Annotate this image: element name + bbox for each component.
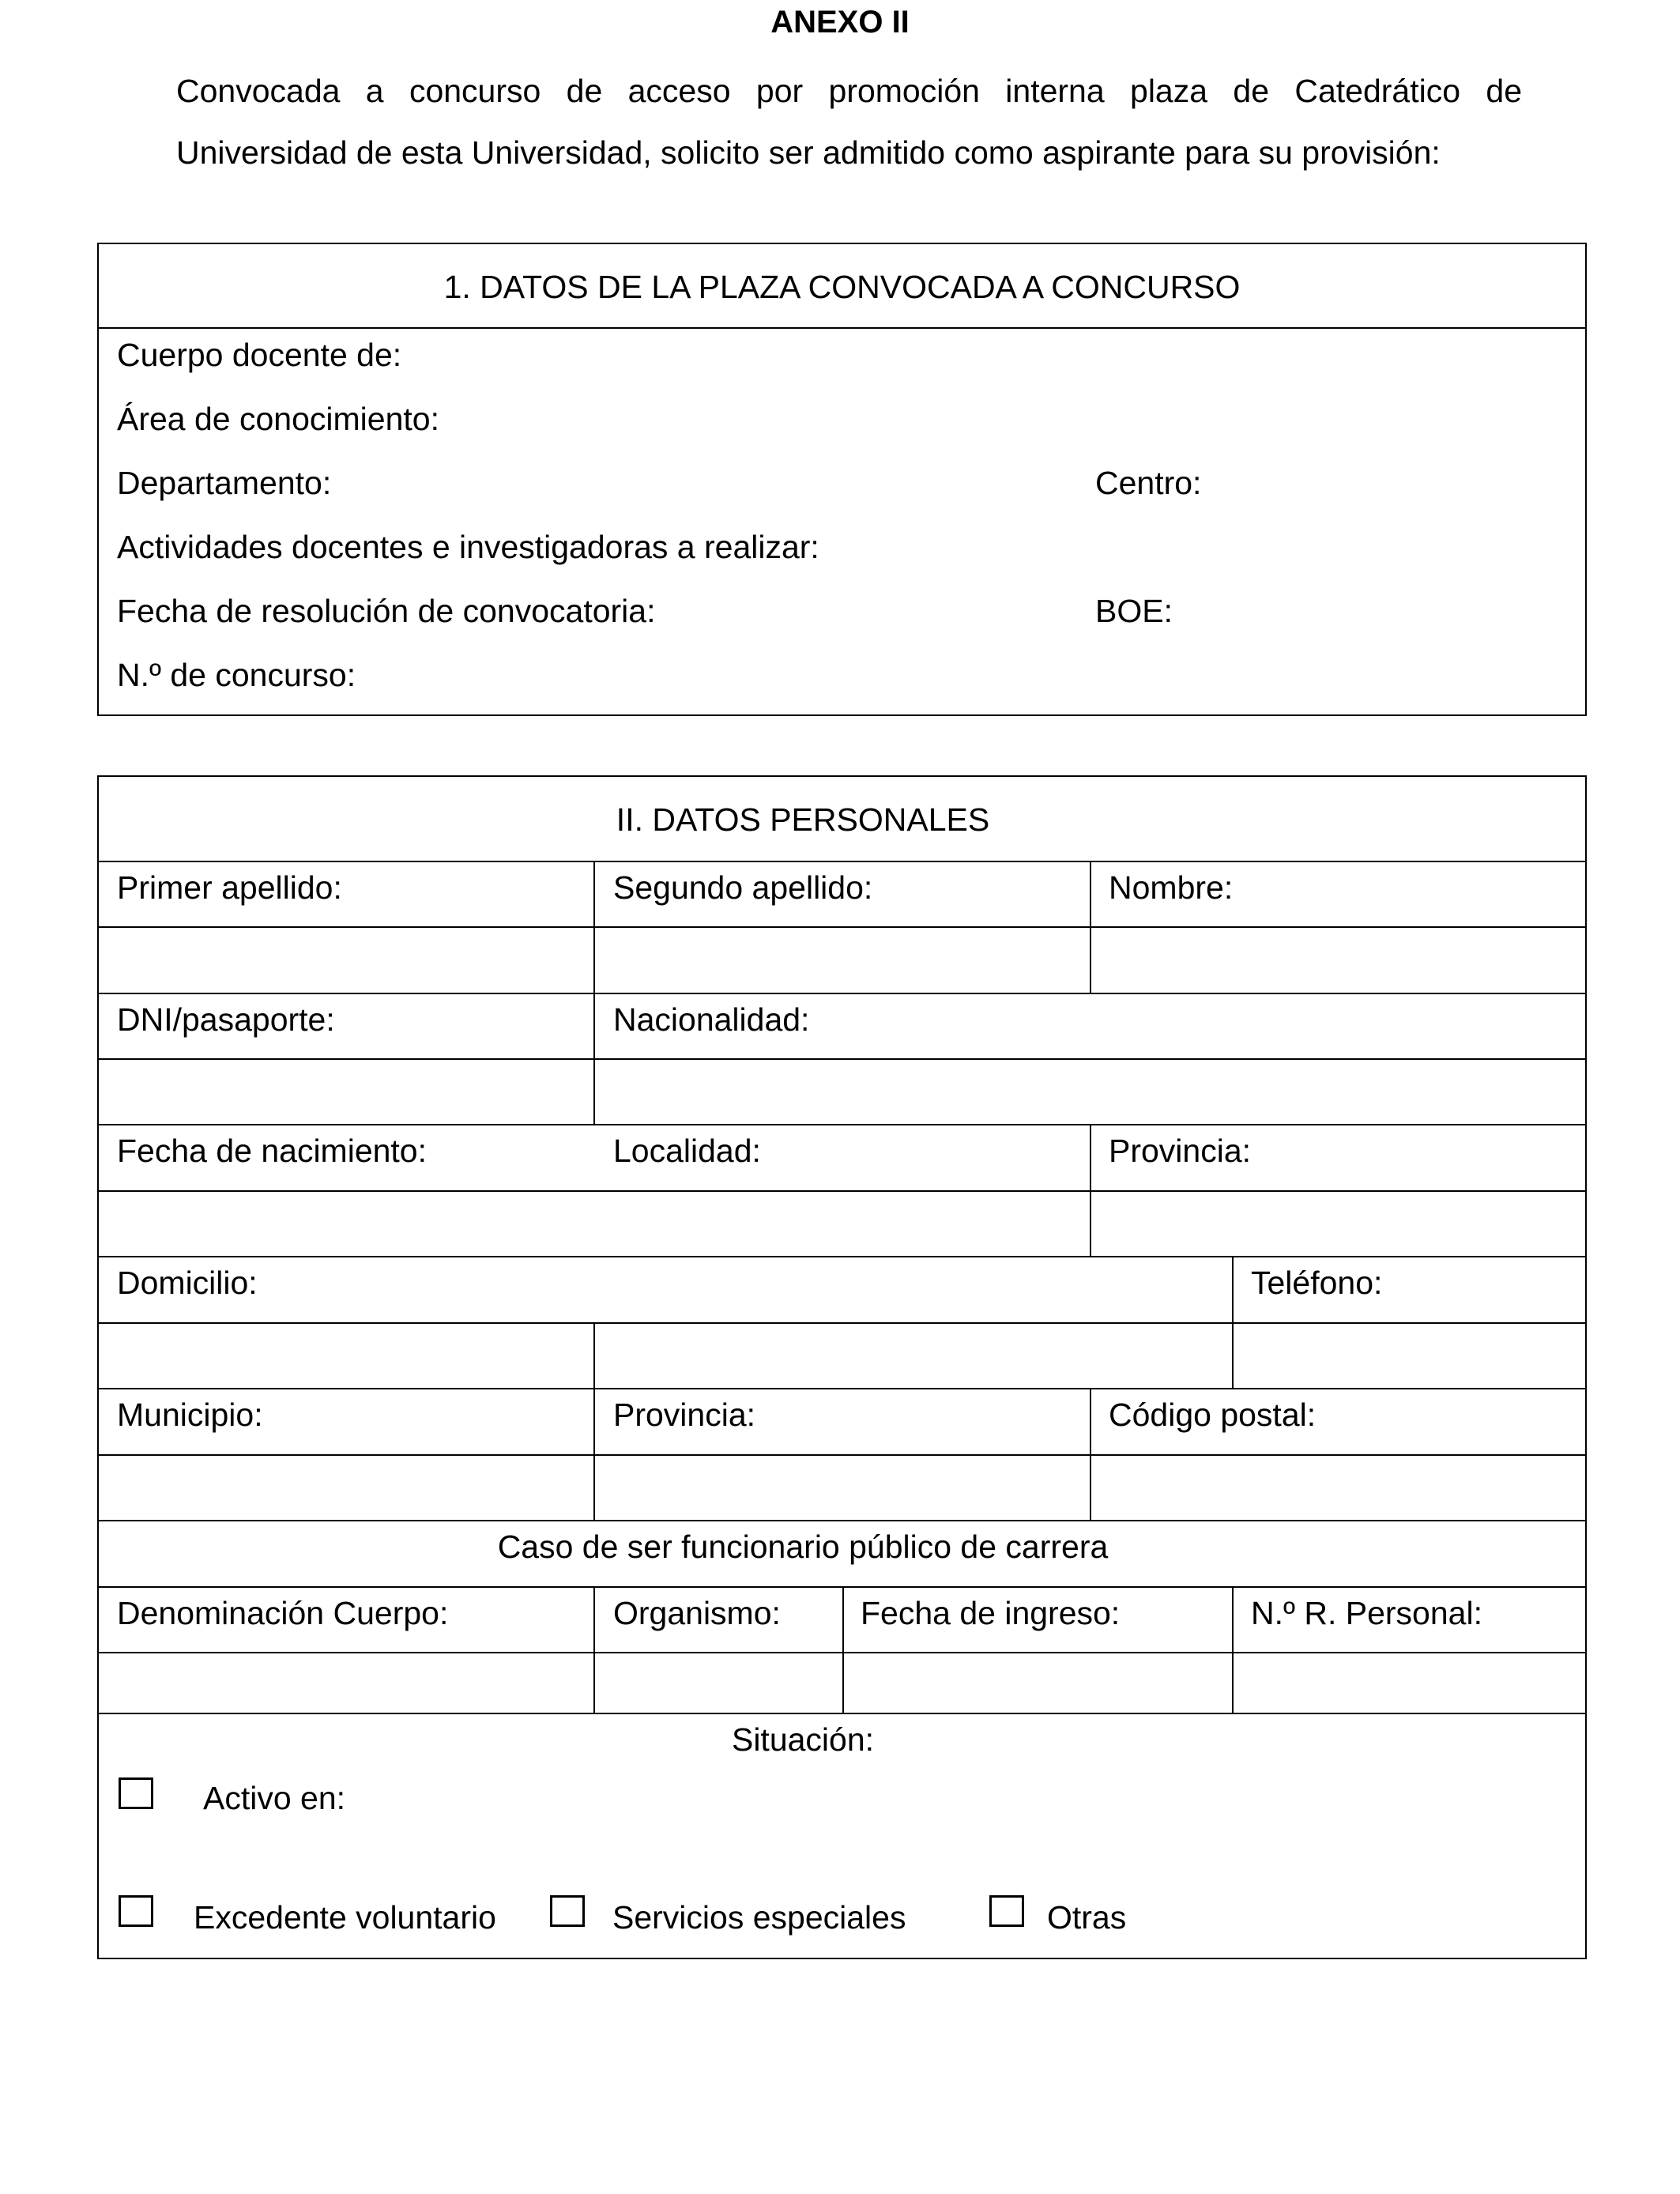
label-dni: DNI/pasaporte: (117, 1001, 335, 1038)
label-fecha-resolucion: Fecha de resolución de convocatoria: (117, 593, 656, 629)
label-area-conocimiento: Área de conocimiento: (117, 401, 439, 437)
row-line (97, 861, 1587, 862)
label-organismo: Organismo: (613, 1595, 781, 1631)
col-line (1090, 1388, 1091, 1520)
intro-line-2: Universidad de esta Universidad, solicito ser admitido como aspirante para su provisión: (176, 134, 1441, 171)
col-line (1090, 1124, 1091, 1256)
label-municipio: Municipio: (117, 1397, 263, 1433)
servicios-checkbox[interactable] (550, 1895, 585, 1927)
label-fecha-nacimiento: Fecha de nacimiento: (117, 1133, 428, 1169)
label-segundo-apellido: Segundo apellido: (613, 869, 873, 906)
row-line (97, 1454, 1587, 1456)
situacion-heading: Situación: (731, 1721, 875, 1758)
row-line (97, 1256, 1587, 1257)
section-plaza-heading: 1. DATOS DE LA PLAZA CONVOCADA A CONCURSO (443, 269, 1241, 305)
label-provincia-nacimiento: Provincia: (1109, 1133, 1252, 1169)
funcionario-heading: Caso de ser funcionario público de carrera (497, 1529, 1109, 1565)
col-line (1090, 861, 1091, 993)
label-num-concurso: N.º de concurso: (117, 657, 356, 693)
label-denominacion-cuerpo: Denominación Cuerpo: (117, 1595, 449, 1631)
label-nrp: N.º R. Personal: (1251, 1595, 1482, 1631)
row-line (97, 926, 1587, 928)
label-otras: Otras (1047, 1899, 1127, 1936)
row-line (97, 1322, 1587, 1324)
section-plaza-divider (97, 327, 1587, 329)
section-personal-heading: II. DATOS PERSONALES (616, 801, 990, 838)
label-excedente: Excedente voluntario (194, 1899, 496, 1936)
col-line (593, 1586, 595, 1713)
label-actividades: Actividades docentes e investigadoras a realizar: (117, 529, 819, 565)
label-fecha-ingreso: Fecha de ingreso: (861, 1595, 1121, 1631)
document-title: ANEXO II (770, 5, 910, 40)
row-line (97, 993, 1587, 994)
row-line (97, 1124, 1587, 1125)
label-primer-apellido: Primer apellido: (117, 869, 342, 906)
label-nombre: Nombre: (1109, 869, 1234, 906)
label-localidad: Localidad: (613, 1133, 761, 1169)
row-line (97, 1058, 1587, 1060)
row-line (97, 1388, 1587, 1389)
label-boe: BOE: (1095, 593, 1173, 629)
row-line (97, 1713, 1587, 1714)
label-telefono: Teléfono: (1251, 1265, 1383, 1301)
label-servicios: Servicios especiales (612, 1899, 906, 1936)
activo-checkbox[interactable] (119, 1777, 153, 1809)
label-departamento: Departamento: (117, 465, 332, 501)
col-line (593, 1322, 595, 1521)
label-activo: Activo en: (203, 1780, 346, 1816)
col-line (593, 861, 595, 1125)
label-codigo-postal: Código postal: (1109, 1397, 1317, 1433)
col-line (842, 1586, 844, 1713)
row-line (97, 1520, 1587, 1521)
row-line (97, 1190, 1587, 1192)
col-line (1232, 1586, 1234, 1713)
label-centro: Centro: (1095, 465, 1202, 501)
label-nacionalidad: Nacionalidad: (613, 1001, 810, 1038)
label-provincia-domicilio: Provincia: (613, 1397, 756, 1433)
label-cuerpo-docente: Cuerpo docente de: (117, 337, 402, 373)
otras-checkbox[interactable] (989, 1895, 1024, 1927)
intro-line-1: Convocada a concurso de acceso por promoción interna plaza de Catedrático de (176, 73, 1522, 109)
label-domicilio: Domicilio: (117, 1265, 258, 1301)
col-line (1232, 1256, 1234, 1388)
excedente-checkbox[interactable] (119, 1895, 153, 1927)
intro-paragraph (176, 60, 1522, 183)
